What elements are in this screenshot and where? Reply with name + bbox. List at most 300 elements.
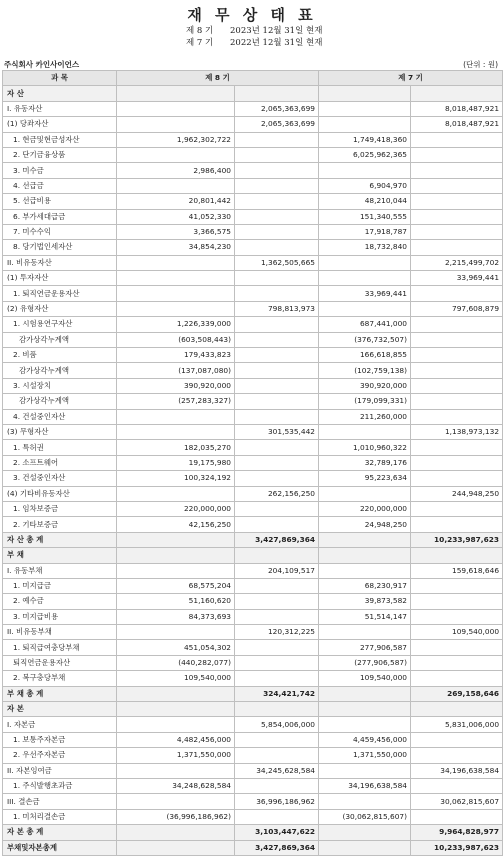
current-total-cell xyxy=(235,332,319,347)
period-label-current: 제 8 기 xyxy=(186,26,214,36)
previous-total-cell: 109,540,000 xyxy=(411,625,503,640)
previous-detail-cell: 32,789,176 xyxy=(319,455,411,470)
previous-total-cell xyxy=(411,609,503,624)
account-cell: 1. 특허권 xyxy=(3,440,117,455)
current-total-cell xyxy=(235,732,319,747)
current-detail-cell xyxy=(117,825,235,840)
current-total-cell: 36,996,186,962 xyxy=(235,794,319,809)
account-cell: 1. 시험용연구자산 xyxy=(3,317,117,332)
previous-detail-cell xyxy=(319,763,411,778)
current-total-cell xyxy=(235,671,319,686)
current-total-cell: 2,065,363,699 xyxy=(235,117,319,132)
account-cell: 감가상각누계액 xyxy=(3,394,117,409)
previous-total-cell xyxy=(411,394,503,409)
account-cell: 2. 복구충당부채 xyxy=(3,671,117,686)
account-cell: III. 결손금 xyxy=(3,794,117,809)
current-detail-cell xyxy=(117,717,235,732)
account-cell: (2) 유형자산 xyxy=(3,301,117,316)
current-detail-cell xyxy=(117,563,235,578)
current-total-cell: 3,427,869,364 xyxy=(235,532,319,547)
table-row xyxy=(3,440,503,455)
previous-total-cell: 159,618,646 xyxy=(411,563,503,578)
previous-detail-cell: 6,025,962,365 xyxy=(319,147,411,162)
table-row xyxy=(3,455,503,470)
current-detail-cell xyxy=(117,548,235,563)
table-row xyxy=(3,578,503,593)
previous-detail-cell: (277,906,587) xyxy=(319,655,411,670)
previous-detail-cell: 1,010,960,322 xyxy=(319,440,411,455)
previous-detail-cell: (179,099,331) xyxy=(319,394,411,409)
current-total-cell: 798,813,973 xyxy=(235,301,319,316)
current-detail-cell xyxy=(117,117,235,132)
header-current-period: 제 8 기 xyxy=(117,71,319,86)
account-cell: 3. 시설장치 xyxy=(3,378,117,393)
previous-detail-cell: (102,759,138) xyxy=(319,363,411,378)
current-total-cell xyxy=(235,86,319,101)
current-total-cell xyxy=(235,363,319,378)
current-total-cell: 324,421,742 xyxy=(235,686,319,701)
current-detail-cell xyxy=(117,255,235,270)
current-detail-cell xyxy=(117,702,235,717)
current-total-cell xyxy=(235,348,319,363)
table-row xyxy=(3,655,503,670)
account-cell: (1) 당좌자산 xyxy=(3,117,117,132)
table-row xyxy=(3,471,503,486)
previous-detail-cell: 220,000,000 xyxy=(319,501,411,516)
account-cell: 4. 선급금 xyxy=(3,178,117,193)
previous-total-cell xyxy=(411,548,503,563)
current-detail-cell: (603,508,443) xyxy=(117,332,235,347)
current-total-cell: 120,312,225 xyxy=(235,625,319,640)
previous-detail-cell: 1,371,550,000 xyxy=(319,748,411,763)
current-detail-cell: 1,371,550,000 xyxy=(117,748,235,763)
previous-detail-cell: 687,441,000 xyxy=(319,317,411,332)
total-row xyxy=(3,686,503,701)
current-total-cell xyxy=(235,609,319,624)
account-cell: 1. 퇴직급여충당부채 xyxy=(3,640,117,655)
previous-total-cell: 8,018,487,921 xyxy=(411,117,503,132)
table-row xyxy=(3,809,503,824)
previous-detail-cell: 390,920,000 xyxy=(319,378,411,393)
account-cell: 자 산 xyxy=(3,86,117,101)
current-total-cell xyxy=(235,378,319,393)
current-detail-cell xyxy=(117,301,235,316)
current-detail-cell xyxy=(117,101,235,116)
previous-detail-cell xyxy=(319,686,411,701)
previous-total-cell xyxy=(411,732,503,747)
current-total-cell xyxy=(235,194,319,209)
header-previous-period: 제 7 기 xyxy=(319,71,503,86)
current-detail-cell: 100,324,192 xyxy=(117,471,235,486)
previous-total-cell xyxy=(411,332,503,347)
previous-total-cell xyxy=(411,317,503,332)
balance-sheet-body xyxy=(3,71,503,856)
statement-title: 재 무 상 태 표 xyxy=(187,6,317,24)
table-row xyxy=(3,117,503,132)
current-total-cell xyxy=(235,578,319,593)
table-row xyxy=(3,763,503,778)
current-total-cell xyxy=(235,224,319,239)
previous-detail-cell: 48,210,044 xyxy=(319,194,411,209)
previous-total-cell xyxy=(411,132,503,147)
previous-total-cell xyxy=(411,240,503,255)
current-total-cell: 1,362,505,665 xyxy=(235,255,319,270)
current-detail-cell: 20,801,442 xyxy=(117,194,235,209)
previous-total-cell: 797,608,879 xyxy=(411,301,503,316)
account-cell: I. 자본금 xyxy=(3,717,117,732)
current-detail-cell: 220,000,000 xyxy=(117,501,235,516)
period-dates xyxy=(230,25,322,49)
previous-total-cell xyxy=(411,348,503,363)
previous-total-cell xyxy=(411,748,503,763)
previous-detail-cell: 51,514,147 xyxy=(319,609,411,624)
previous-detail-cell xyxy=(319,794,411,809)
account-cell: I. 유동부채 xyxy=(3,563,117,578)
current-detail-cell xyxy=(117,840,235,855)
previous-total-cell xyxy=(411,501,503,516)
account-cell: 2. 우선주자본금 xyxy=(3,748,117,763)
current-total-cell xyxy=(235,640,319,655)
table-row xyxy=(3,609,503,624)
account-cell: 자 산 총 계 xyxy=(3,532,117,547)
account-cell: 1. 주식발행초과금 xyxy=(3,778,117,793)
current-detail-cell: 34,248,628,584 xyxy=(117,778,235,793)
previous-detail-cell xyxy=(319,532,411,547)
section-row xyxy=(3,548,503,563)
account-cell: I. 유동자산 xyxy=(3,101,117,116)
previous-detail-cell xyxy=(319,301,411,316)
current-detail-cell xyxy=(117,424,235,439)
account-cell: 3. 미수금 xyxy=(3,163,117,178)
previous-total-cell: 10,233,987,623 xyxy=(411,532,503,547)
previous-total-cell xyxy=(411,778,503,793)
account-cell: 퇴직연금운용자산 xyxy=(3,655,117,670)
current-detail-cell: (257,283,327) xyxy=(117,394,235,409)
previous-detail-cell: 68,230,917 xyxy=(319,578,411,593)
previous-detail-cell xyxy=(319,563,411,578)
table-row xyxy=(3,101,503,116)
previous-total-cell xyxy=(411,409,503,424)
current-detail-cell xyxy=(117,794,235,809)
current-detail-cell xyxy=(117,763,235,778)
current-total-cell: 5,854,006,000 xyxy=(235,717,319,732)
current-detail-cell: 390,920,000 xyxy=(117,378,235,393)
current-total-cell xyxy=(235,394,319,409)
current-total-cell xyxy=(235,548,319,563)
current-detail-cell xyxy=(117,486,235,501)
previous-detail-cell: 33,969,441 xyxy=(319,286,411,301)
previous-total-cell: 30,062,815,607 xyxy=(411,794,503,809)
previous-detail-cell: 151,340,555 xyxy=(319,209,411,224)
account-cell: 1. 퇴직연금운용자산 xyxy=(3,286,117,301)
previous-total-cell xyxy=(411,163,503,178)
account-cell: 1. 보통주자본금 xyxy=(3,732,117,747)
period-label-previous: 제 7 기 xyxy=(186,38,214,48)
current-detail-cell: 68,575,204 xyxy=(117,578,235,593)
current-detail-cell xyxy=(117,178,235,193)
account-cell: 부 채 xyxy=(3,548,117,563)
account-cell: 7. 미수수익 xyxy=(3,224,117,239)
previous-total-cell xyxy=(411,440,503,455)
previous-total-cell xyxy=(411,194,503,209)
table-row xyxy=(3,132,503,147)
previous-detail-cell: 4,459,456,000 xyxy=(319,732,411,747)
current-detail-cell: 3,366,575 xyxy=(117,224,235,239)
total-row xyxy=(3,840,503,855)
previous-total-cell: 1,138,973,132 xyxy=(411,424,503,439)
table-row xyxy=(3,424,503,439)
section-row xyxy=(3,86,503,101)
account-cell: II. 자본잉여금 xyxy=(3,763,117,778)
current-detail-cell xyxy=(117,625,235,640)
previous-detail-cell xyxy=(319,255,411,270)
current-total-cell: 301,535,442 xyxy=(235,424,319,439)
previous-detail-cell xyxy=(319,702,411,717)
previous-total-cell xyxy=(411,286,503,301)
table-row xyxy=(3,163,503,178)
previous-detail-cell: 211,260,000 xyxy=(319,409,411,424)
previous-total-cell xyxy=(411,363,503,378)
current-total-cell xyxy=(235,655,319,670)
table-row xyxy=(3,671,503,686)
current-total-cell xyxy=(235,594,319,609)
current-detail-cell: 4,482,456,000 xyxy=(117,732,235,747)
previous-total-cell xyxy=(411,578,503,593)
table-row xyxy=(3,301,503,316)
current-detail-cell xyxy=(117,409,235,424)
previous-detail-cell xyxy=(319,625,411,640)
current-total-cell: 204,109,517 xyxy=(235,563,319,578)
current-total-cell: 2,065,363,699 xyxy=(235,101,319,116)
previous-total-cell xyxy=(411,378,503,393)
account-cell: 부 채 총 계 xyxy=(3,686,117,701)
current-detail-cell: 1,962,302,722 xyxy=(117,132,235,147)
table-row xyxy=(3,178,503,193)
current-detail-cell xyxy=(117,532,235,547)
current-detail-cell: 41,052,330 xyxy=(117,209,235,224)
account-cell: 2. 단기금융상품 xyxy=(3,147,117,162)
table-row xyxy=(3,594,503,609)
account-cell: 2. 소프트웨어 xyxy=(3,455,117,470)
current-total-cell xyxy=(235,240,319,255)
header-account: 과 목 xyxy=(3,71,117,86)
previous-total-cell xyxy=(411,655,503,670)
table-row xyxy=(3,363,503,378)
previous-total-cell: 34,196,638,584 xyxy=(411,763,503,778)
current-detail-cell: 451,054,302 xyxy=(117,640,235,655)
current-total-cell: 262,156,250 xyxy=(235,486,319,501)
table-row xyxy=(3,409,503,424)
table-row xyxy=(3,563,503,578)
company-name: 주식회사 카인사이언스 xyxy=(4,60,80,69)
current-detail-cell xyxy=(117,147,235,162)
current-total-cell: 34,245,628,584 xyxy=(235,763,319,778)
current-detail-cell: (137,087,080) xyxy=(117,363,235,378)
previous-total-cell: 10,233,987,623 xyxy=(411,840,503,855)
table-row xyxy=(3,317,503,332)
previous-total-cell xyxy=(411,86,503,101)
current-total-cell: 3,427,869,364 xyxy=(235,840,319,855)
current-detail-cell xyxy=(117,86,235,101)
table-row xyxy=(3,255,503,270)
current-detail-cell: 109,540,000 xyxy=(117,671,235,686)
current-detail-cell: 51,160,620 xyxy=(117,594,235,609)
total-row xyxy=(3,825,503,840)
previous-detail-cell: 6,904,970 xyxy=(319,178,411,193)
account-cell: (3) 무형자산 xyxy=(3,424,117,439)
current-detail-cell: 2,986,400 xyxy=(117,163,235,178)
current-detail-cell: 179,433,823 xyxy=(117,348,235,363)
previous-detail-cell xyxy=(319,486,411,501)
total-row xyxy=(3,532,503,547)
table-row xyxy=(3,640,503,655)
period-date-current: 2023년 12월 31일 현재 xyxy=(230,26,323,36)
account-cell: 8. 당기법인세자산 xyxy=(3,240,117,255)
account-cell: 자 본 xyxy=(3,702,117,717)
account-cell: 2. 비품 xyxy=(3,348,117,363)
table-row xyxy=(3,394,503,409)
previous-total-cell xyxy=(411,209,503,224)
current-detail-cell: 34,854,230 xyxy=(117,240,235,255)
previous-detail-cell xyxy=(319,271,411,286)
account-cell: 2. 기타보증금 xyxy=(3,517,117,532)
current-total-cell xyxy=(235,409,319,424)
previous-detail-cell xyxy=(319,163,411,178)
previous-detail-cell: 24,948,250 xyxy=(319,517,411,532)
account-cell: 1. 미지급금 xyxy=(3,578,117,593)
previous-detail-cell xyxy=(319,717,411,732)
previous-detail-cell: 39,873,582 xyxy=(319,594,411,609)
table-row xyxy=(3,732,503,747)
account-cell: 5. 선급비용 xyxy=(3,194,117,209)
unit-label: (단위 : 원) xyxy=(463,60,498,69)
previous-total-cell: 9,964,828,977 xyxy=(411,825,503,840)
account-cell: II. 비유동자산 xyxy=(3,255,117,270)
table-row xyxy=(3,748,503,763)
table-row xyxy=(3,224,503,239)
account-cell: 3. 건설중인자산 xyxy=(3,471,117,486)
table-row xyxy=(3,794,503,809)
previous-total-cell xyxy=(411,640,503,655)
previous-total-cell: 269,158,646 xyxy=(411,686,503,701)
current-total-cell xyxy=(235,163,319,178)
table-header-row xyxy=(3,71,503,86)
table-row xyxy=(3,194,503,209)
current-detail-cell: (440,282,077) xyxy=(117,655,235,670)
previous-detail-cell xyxy=(319,825,411,840)
previous-detail-cell: 95,223,634 xyxy=(319,471,411,486)
previous-detail-cell: (376,732,507) xyxy=(319,332,411,347)
current-total-cell xyxy=(235,147,319,162)
table-row xyxy=(3,378,503,393)
previous-total-cell xyxy=(411,224,503,239)
previous-total-cell xyxy=(411,702,503,717)
current-detail-cell xyxy=(117,286,235,301)
current-total-cell xyxy=(235,286,319,301)
previous-detail-cell: 166,618,855 xyxy=(319,348,411,363)
current-detail-cell: 42,156,250 xyxy=(117,517,235,532)
previous-total-cell xyxy=(411,517,503,532)
previous-detail-cell: 277,906,587 xyxy=(319,640,411,655)
current-detail-cell: 182,035,270 xyxy=(117,440,235,455)
current-detail-cell xyxy=(117,271,235,286)
previous-detail-cell: 1,749,418,360 xyxy=(319,132,411,147)
account-cell: (1) 투자자산 xyxy=(3,271,117,286)
table-row xyxy=(3,486,503,501)
previous-detail-cell xyxy=(319,424,411,439)
current-total-cell xyxy=(235,209,319,224)
current-total-cell xyxy=(235,178,319,193)
current-total-cell xyxy=(235,440,319,455)
current-detail-cell: (36,996,186,962) xyxy=(117,809,235,824)
current-detail-cell xyxy=(117,686,235,701)
current-total-cell xyxy=(235,517,319,532)
account-cell: 1. 임차보증금 xyxy=(3,501,117,516)
previous-total-cell xyxy=(411,471,503,486)
previous-detail-cell xyxy=(319,86,411,101)
previous-total-cell: 244,948,250 xyxy=(411,486,503,501)
previous-total-cell: 5,831,006,000 xyxy=(411,717,503,732)
account-cell: 3. 미지급비용 xyxy=(3,609,117,624)
account-cell: 6. 부가세대급금 xyxy=(3,209,117,224)
table-row xyxy=(3,778,503,793)
current-detail-cell: 1,226,339,000 xyxy=(117,317,235,332)
account-cell: (4) 기타비유동자산 xyxy=(3,486,117,501)
account-cell: 1. 미처리결손금 xyxy=(3,809,117,824)
current-detail-cell: 19,175,980 xyxy=(117,455,235,470)
account-cell: 부채및자본총계 xyxy=(3,840,117,855)
previous-detail-cell: 17,918,787 xyxy=(319,224,411,239)
table-row xyxy=(3,209,503,224)
previous-detail-cell: (30,062,815,607) xyxy=(319,809,411,824)
current-total-cell xyxy=(235,471,319,486)
current-total-cell xyxy=(235,501,319,516)
account-cell: 1. 현금및현금성자산 xyxy=(3,132,117,147)
previous-detail-cell xyxy=(319,117,411,132)
previous-detail-cell xyxy=(319,840,411,855)
balance-sheet-table xyxy=(2,70,503,856)
table-row xyxy=(3,271,503,286)
period-date-previous: 2022년 12월 31일 현재 xyxy=(230,38,323,48)
table-row xyxy=(3,286,503,301)
current-total-cell xyxy=(235,809,319,824)
current-total-cell xyxy=(235,748,319,763)
current-total-cell xyxy=(235,455,319,470)
previous-total-cell: 2,215,499,702 xyxy=(411,255,503,270)
previous-total-cell xyxy=(411,147,503,162)
table-row xyxy=(3,147,503,162)
previous-detail-cell: 34,196,638,584 xyxy=(319,778,411,793)
previous-detail-cell xyxy=(319,101,411,116)
previous-total-cell xyxy=(411,809,503,824)
account-cell: 감가상각누계액 xyxy=(3,332,117,347)
section-row xyxy=(3,702,503,717)
table-row xyxy=(3,717,503,732)
table-row xyxy=(3,240,503,255)
current-detail-cell: 84,373,693 xyxy=(117,609,235,624)
previous-total-cell xyxy=(411,455,503,470)
current-total-cell xyxy=(235,317,319,332)
table-row xyxy=(3,348,503,363)
period-labels xyxy=(186,25,213,49)
account-cell: 2. 예수금 xyxy=(3,594,117,609)
table-row xyxy=(3,625,503,640)
current-total-cell xyxy=(235,702,319,717)
account-cell: 자 본 총 계 xyxy=(3,825,117,840)
table-row xyxy=(3,332,503,347)
previous-total-cell xyxy=(411,594,503,609)
current-total-cell xyxy=(235,778,319,793)
